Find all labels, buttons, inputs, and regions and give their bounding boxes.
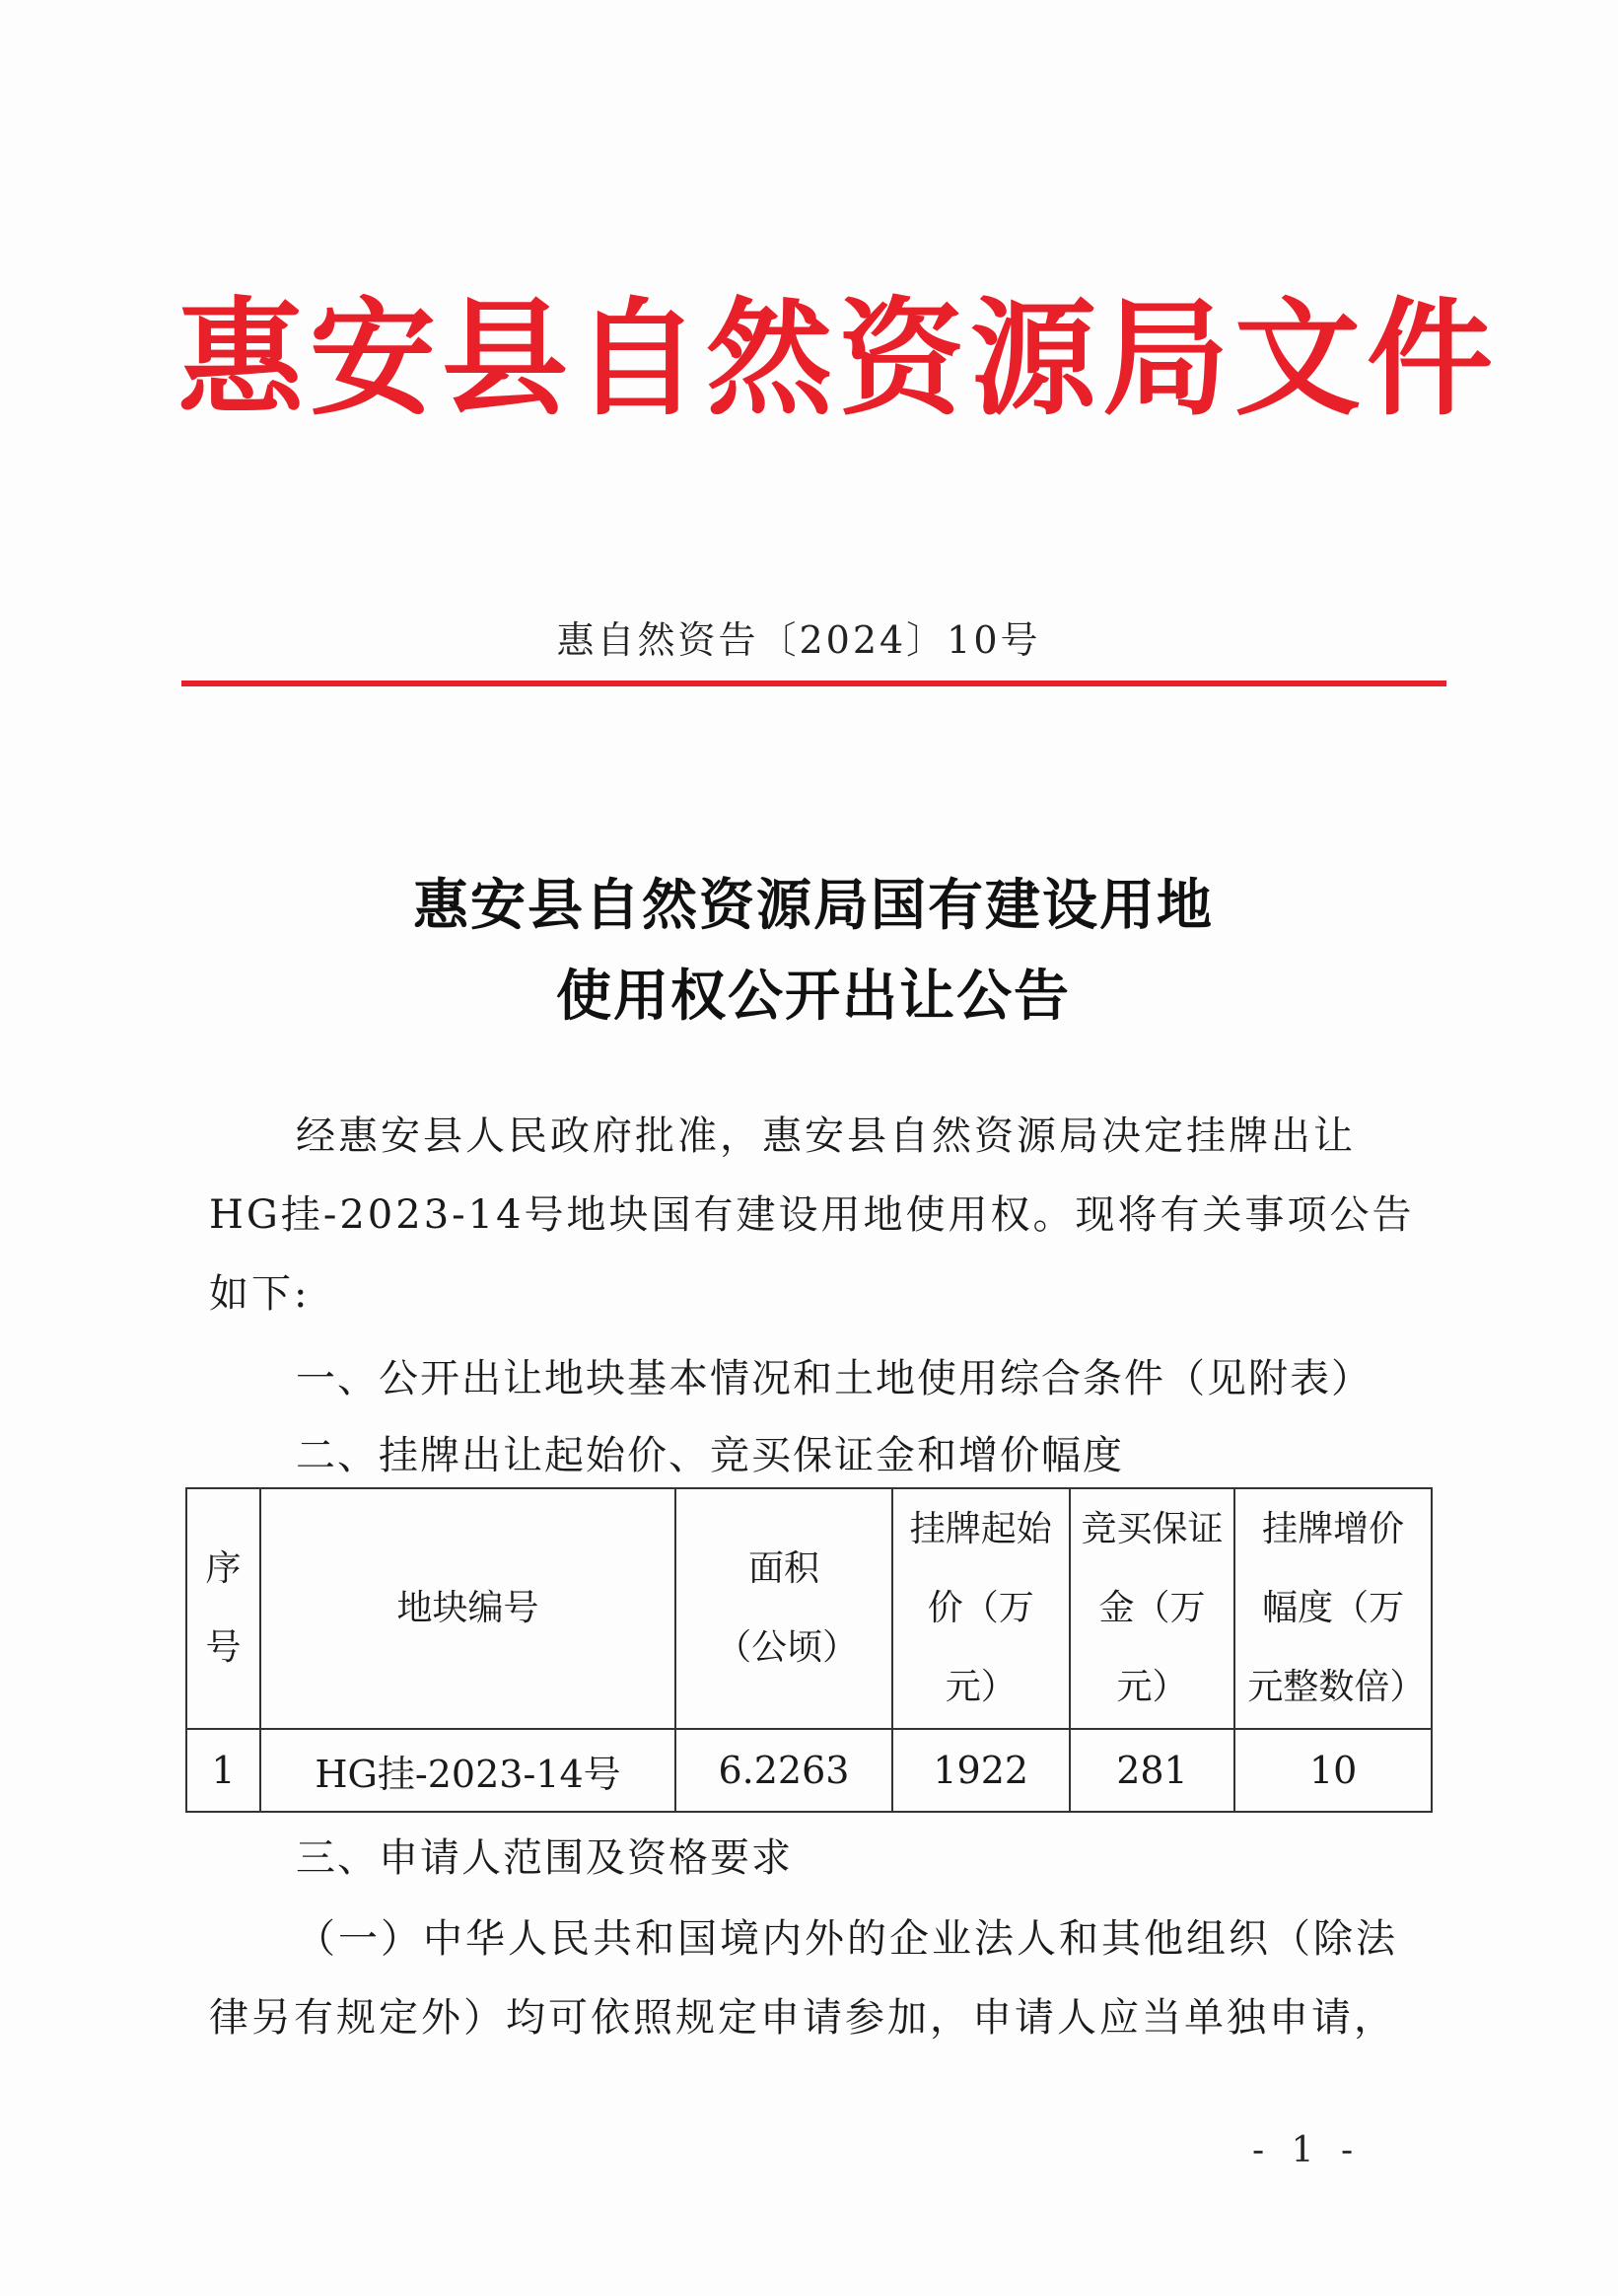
title-line-1: 惠安县自然资源局国有建设用地	[413, 873, 1214, 938]
header-start-price: 挂牌起始价（万元）	[892, 1488, 1070, 1729]
section-heading-3: 三、申请人范围及资格要求	[296, 1835, 793, 1881]
cell-start-price: 1922	[892, 1729, 1070, 1812]
section-heading-2: 二、挂牌出让起始价、竞买保证金和增价幅度	[296, 1433, 1124, 1478]
page-number: - 1 -	[1252, 2130, 1362, 2171]
header-deposit: 竞买保证金（万元）	[1070, 1488, 1235, 1729]
header-increment: 挂牌增价幅度（万元整数倍）	[1234, 1488, 1432, 1729]
document-number: 惠自然资告〔2024〕10号	[556, 618, 1041, 662]
table-row	[186, 1729, 1432, 1812]
section-heading-1: 一、公开出让地块基本情况和土地使用综合条件（见附表）	[296, 1356, 1372, 1401]
agency-header: 惠安县自然资源局文件	[177, 285, 1500, 433]
header-seq: 序号	[186, 1488, 260, 1729]
clause-paragraph	[209, 1900, 1432, 2057]
announcement-title	[177, 860, 1449, 1041]
intro-line-1: 经惠安县人民政府批准，惠安县自然资源局决定挂牌出让	[296, 1113, 1356, 1159]
title-line-2: 使用权公开出让公告	[556, 964, 1071, 1029]
cell-parcel: HG挂-2023-14号	[260, 1729, 675, 1812]
cell-deposit: 281	[1070, 1729, 1235, 1812]
intro-line-3: 如下:	[209, 1271, 311, 1317]
header-area: 面积（公顷）	[675, 1488, 892, 1729]
clause-line-1: （一）中华人民共和国境内外的企业法人和其他组织（除法	[296, 1916, 1398, 1962]
cell-seq: 1	[186, 1729, 260, 1812]
red-divider-line	[181, 681, 1446, 686]
cell-increment: 10	[1234, 1729, 1432, 1812]
cell-area: 6.2263	[675, 1729, 892, 1812]
clause-line-2: 律另有规定外）均可依照规定申请参加，申请人应当单独申请，	[209, 1995, 1396, 2041]
table-header-row	[186, 1488, 1432, 1729]
price-table	[185, 1487, 1433, 1813]
intro-paragraph	[209, 1097, 1432, 1333]
header-parcel: 地块编号	[260, 1488, 675, 1729]
intro-line-2: HG挂-2023-14号地块国有建设用地使用权。现将有关事项公告	[209, 1192, 1415, 1238]
